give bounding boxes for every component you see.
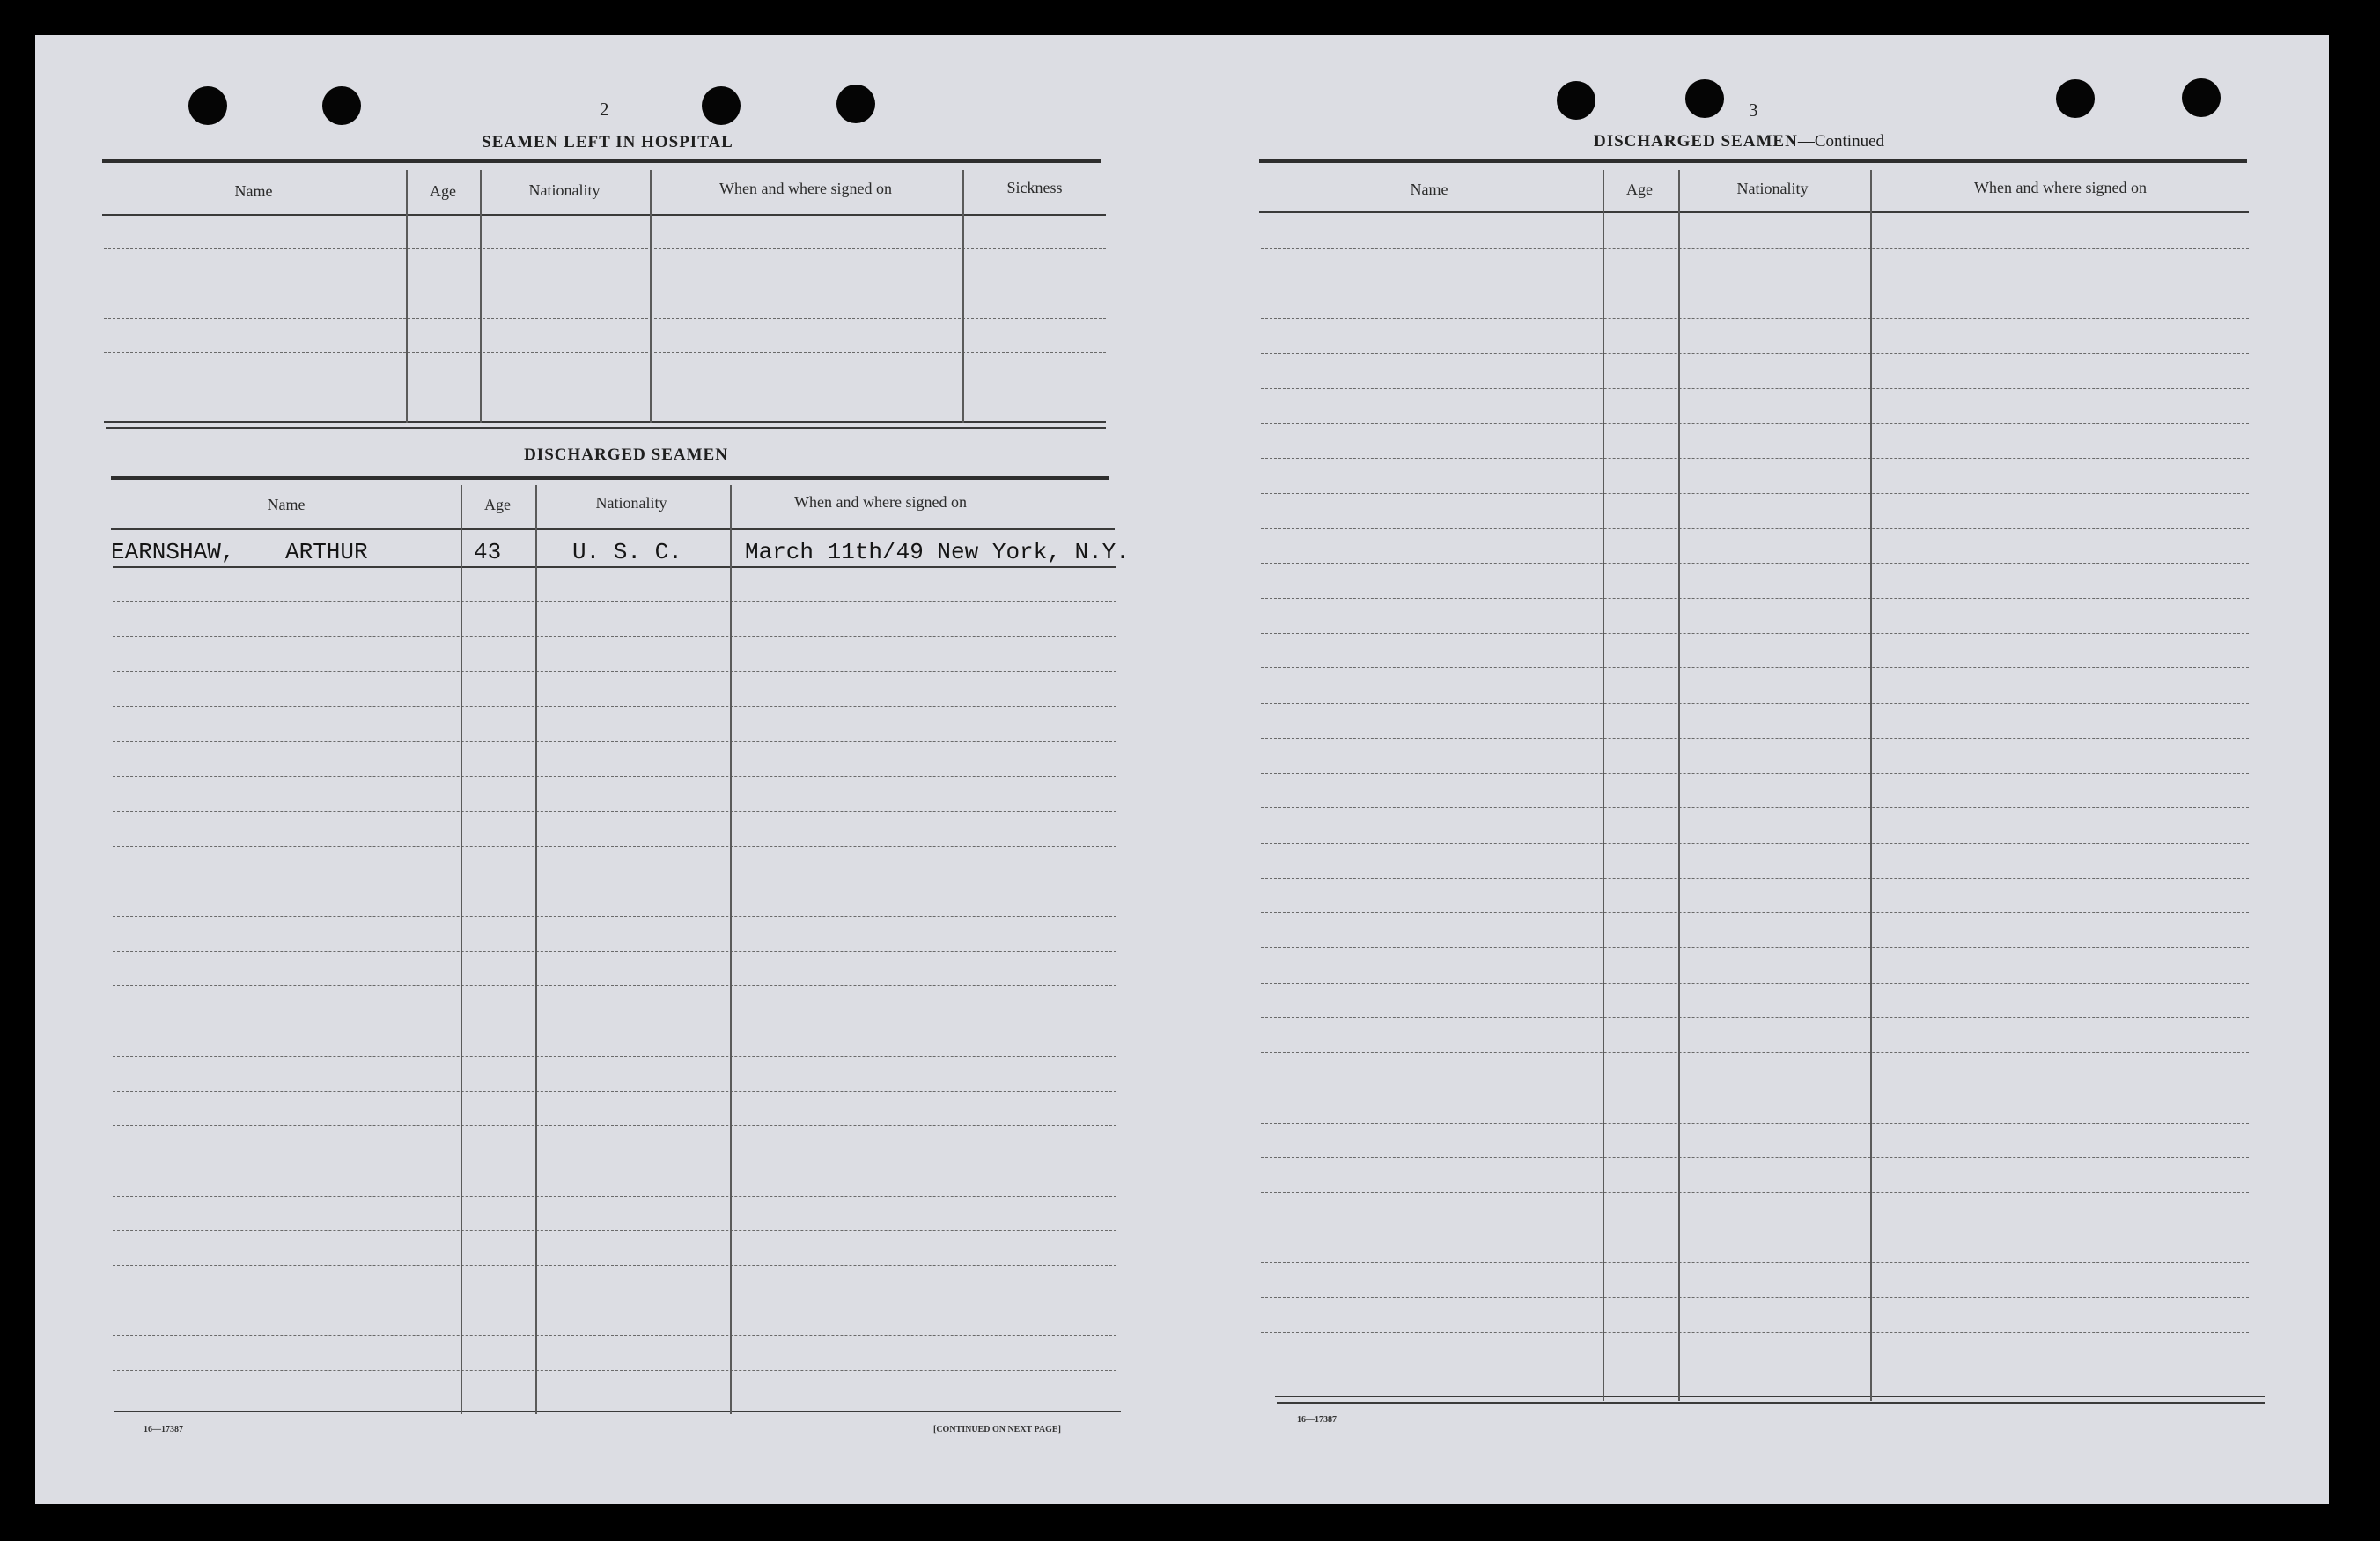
table-top-rule: [111, 476, 1109, 480]
column-header-name: Name: [234, 182, 273, 200]
row-rule: [113, 846, 1116, 847]
row-rule: [113, 1230, 1116, 1231]
hospital-section-title: SEAMEN LEFT IN HOSPITAL: [482, 133, 733, 151]
column-header-age: Age: [430, 182, 456, 200]
punch-hole: [188, 86, 227, 125]
left-page: [35, 35, 1175, 1504]
row-rule: [104, 318, 1106, 319]
table-bottom-rule: [1277, 1402, 2265, 1404]
punch-hole: [1557, 81, 1595, 120]
column-header-nationality: Nationality: [1736, 180, 1809, 197]
right-page: [1162, 35, 2329, 1504]
row-rule: [113, 1125, 1116, 1126]
row-rule: [1261, 633, 2249, 634]
punch-hole: [836, 85, 875, 123]
column-header-signed-on: When and where signed on: [719, 180, 892, 197]
column-divider: [650, 170, 652, 423]
row-rule: [1261, 528, 2249, 529]
row-rule: [113, 1265, 1116, 1266]
row-rule: [1261, 1123, 2249, 1124]
row-rule: [113, 1091, 1116, 1092]
column-divider: [1870, 170, 1872, 1401]
row-rule: [1261, 353, 2249, 354]
row-rule: [1261, 248, 2249, 249]
row-rule: [1261, 807, 2249, 808]
row-rule: [1261, 458, 2249, 459]
column-header-age: Age: [484, 496, 511, 513]
row-rule: [113, 985, 1116, 986]
row-rule: [1261, 878, 2249, 879]
row-rule: [1261, 947, 2249, 948]
row-rule: [1261, 493, 2249, 494]
page-number: 3: [1749, 100, 1758, 121]
seaman-age: 43: [474, 539, 502, 565]
column-divider: [406, 170, 408, 423]
row-rule: [1261, 843, 2249, 844]
punch-hole: [702, 86, 741, 125]
seaman-signed-on: March 11th/49 New York, N.Y.: [745, 539, 1130, 565]
row-rule: [113, 566, 1116, 568]
punch-hole: [2056, 79, 2095, 118]
column-header-age: Age: [1626, 181, 1653, 198]
table-bottom-rule: [1275, 1396, 2265, 1397]
row-rule: [1261, 1052, 2249, 1053]
row-rule: [1261, 983, 2249, 984]
seaman-nationality: U. S. C.: [572, 539, 682, 565]
row-rule: [113, 741, 1116, 742]
column-header-signed-on: When and where signed on: [794, 493, 967, 511]
row-rule: [113, 1335, 1116, 1336]
title-main: DISCHARGED SEAMEN: [1593, 132, 1798, 151]
header-rule: [102, 214, 1106, 216]
row-rule: [1261, 563, 2249, 564]
table-top-rule: [1259, 159, 2247, 163]
row-rule: [113, 636, 1116, 637]
row-rule: [1261, 1262, 2249, 1263]
table-bottom-rule: [104, 421, 1106, 423]
row-rule: [1261, 773, 2249, 774]
row-rule: [113, 1196, 1116, 1197]
row-rule: [113, 601, 1116, 602]
row-rule: [1261, 1192, 2249, 1193]
column-divider: [535, 485, 537, 1414]
table-bottom-rule: [106, 427, 1106, 429]
column-divider: [730, 485, 732, 1414]
column-divider: [962, 170, 964, 423]
row-rule: [113, 951, 1116, 952]
row-rule: [104, 352, 1106, 353]
discharged-continued-title: [1594, 132, 1884, 151]
column-header-nationality: Nationality: [595, 494, 667, 512]
table-top-rule: [102, 159, 1101, 163]
row-rule: [1261, 912, 2249, 913]
row-rule: [113, 1370, 1116, 1371]
seaman-given-name: ARTHUR: [285, 539, 368, 565]
row-rule: [1261, 318, 2249, 319]
column-header-sickness: Sickness: [1006, 179, 1063, 196]
column-divider: [1678, 170, 1680, 1401]
header-rule: [1259, 211, 2249, 213]
column-header-name: Name: [267, 496, 306, 513]
punch-hole: [322, 86, 361, 125]
page-number: 2: [600, 99, 609, 120]
row-rule: [1261, 423, 2249, 424]
discharged-section-title: DISCHARGED SEAMEN: [524, 446, 728, 464]
column-divider: [461, 485, 462, 1414]
row-rule: [113, 706, 1116, 707]
row-rule: [1261, 667, 2249, 668]
row-rule: [113, 1056, 1116, 1057]
row-rule: [1261, 1157, 2249, 1158]
row-rule: [113, 811, 1116, 812]
punch-hole: [1685, 79, 1724, 118]
form-number: 16—17387: [144, 1425, 183, 1434]
column-header-signed-on: When and where signed on: [1974, 179, 2147, 196]
seaman-surname: EARNSHAW,: [111, 539, 235, 565]
row-rule: [113, 776, 1116, 777]
row-rule: [1261, 1332, 2249, 1333]
row-rule: [1261, 598, 2249, 599]
title-suffix: —Continued: [1797, 132, 1885, 151]
table-bottom-rule: [114, 1411, 1121, 1412]
column-divider: [1603, 170, 1604, 1401]
continued-note: [CONTINUED ON NEXT PAGE]: [933, 1425, 1061, 1434]
column-header-name: Name: [1410, 181, 1448, 198]
row-rule: [1261, 388, 2249, 389]
row-rule: [113, 671, 1116, 672]
punch-hole: [2182, 78, 2221, 117]
row-rule: [1261, 703, 2249, 704]
form-number: 16—17387: [1297, 1415, 1337, 1425]
column-header-nationality: Nationality: [528, 181, 601, 199]
row-rule: [104, 248, 1106, 249]
header-rule: [111, 528, 1115, 530]
column-divider: [480, 170, 482, 423]
row-rule: [1261, 738, 2249, 739]
row-rule: [1261, 1297, 2249, 1298]
row-rule: [1261, 1017, 2249, 1018]
row-rule: [113, 916, 1116, 917]
